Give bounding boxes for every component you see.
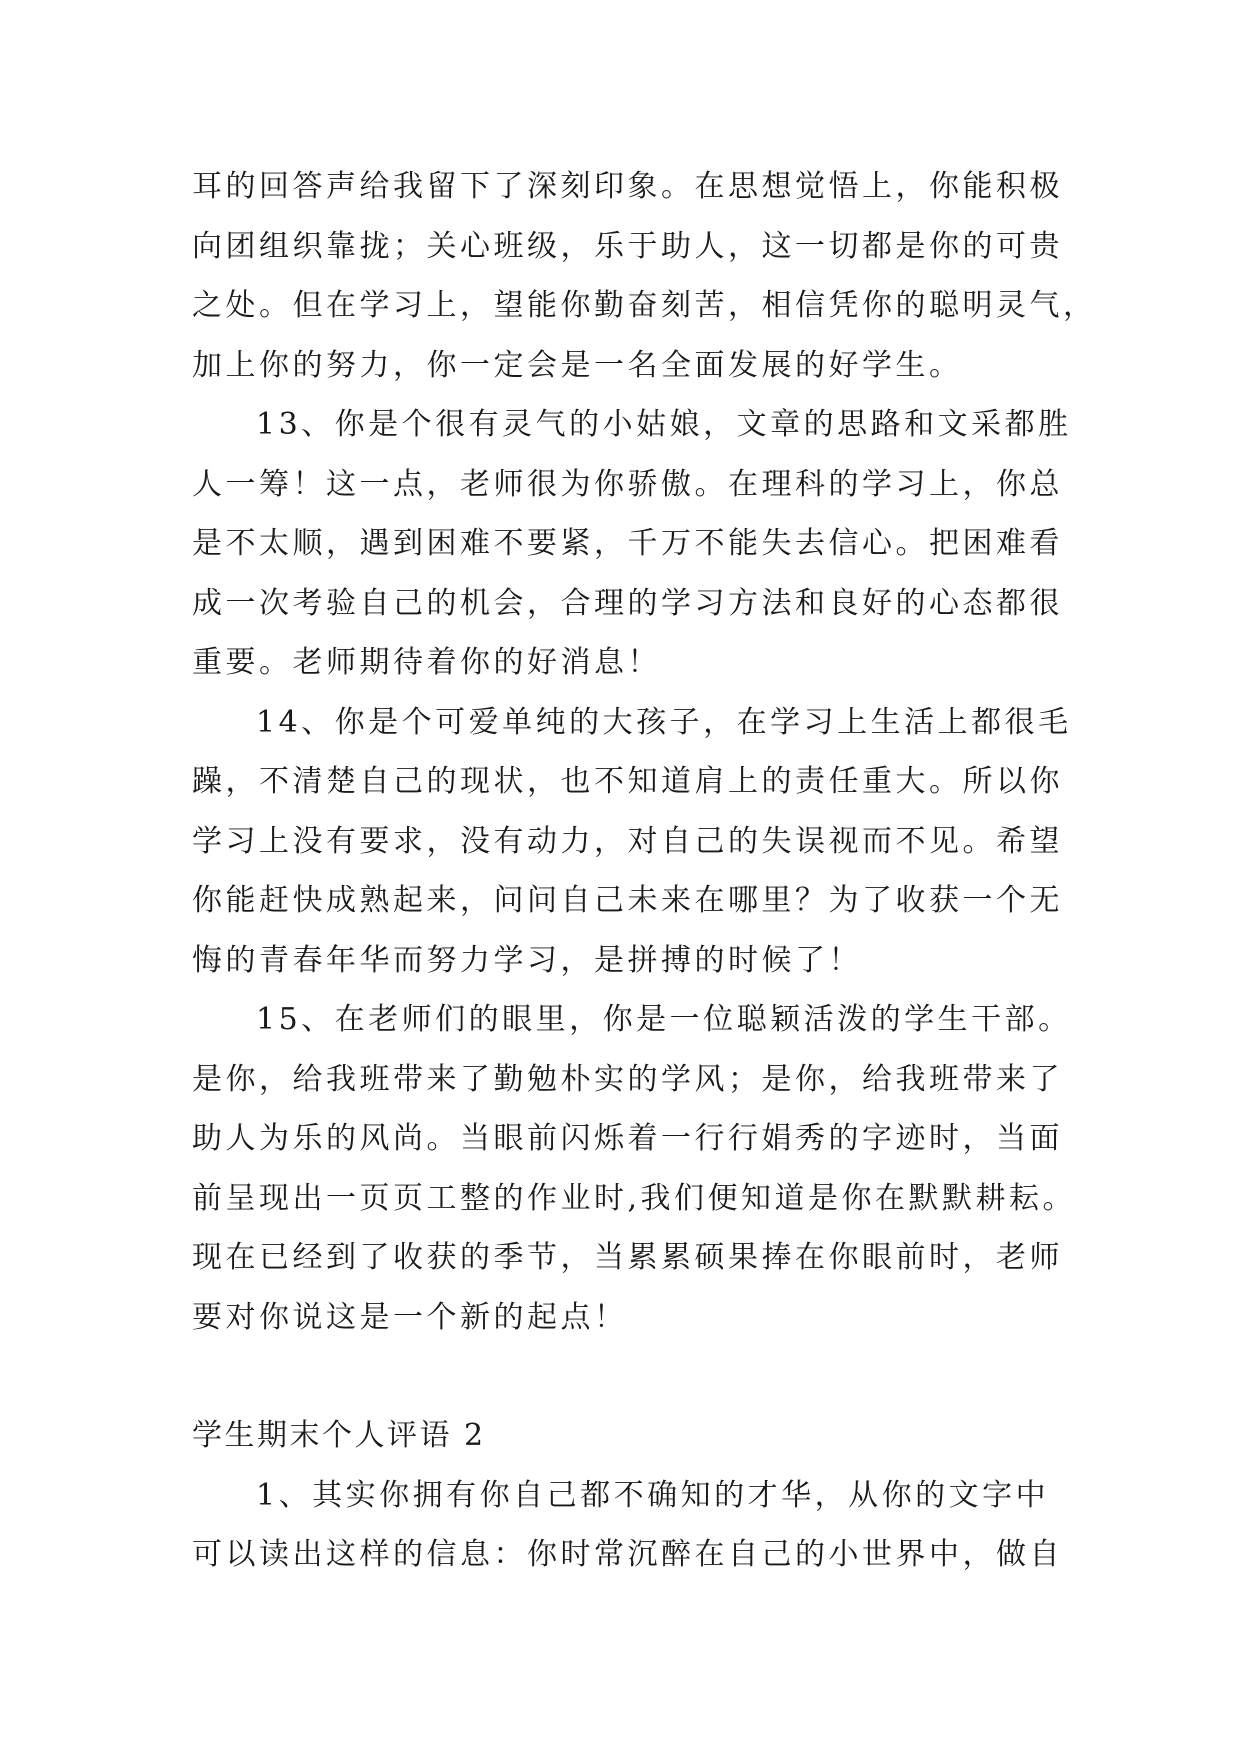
document-page	[192, 157, 1097, 1585]
text-line: 是你，给我班带来了勤勉朴实的学风；是你，给我班带来了	[192, 1061, 1063, 1097]
text-line: 学习上没有要求，没有动力，对自己的失误视而不见。希望	[192, 823, 1063, 859]
text-line: 你能赶快成熟起来，问问自己未来在哪里？为了收获一个无	[192, 883, 1063, 918]
paragraph-start-14: 14、你是个可爱单纯的大孩子，在学习上生活上都很毛	[256, 704, 1072, 740]
text-line: 耳的回答声给我留下了深刻印象。在思想觉悟上，你能积极	[192, 169, 1063, 204]
text-line: 是不太顺，遇到困难不要紧，千万不能失去信心。把困难看	[192, 526, 1063, 561]
text-line: 之处。但在学习上，望能你勤奋刻苦，相信凭你的聪明灵气，	[192, 288, 1097, 323]
text-line: 成一次考验自己的机会，合理的学习方法和良好的心态都很	[192, 585, 1063, 621]
paragraph-start-15: 15、在老师们的眼里，你是一位聪颖活泼的学生干部。	[256, 1002, 1072, 1037]
text-line: 悔的青春年华而努力学习，是拼搏的时候了！	[192, 942, 862, 978]
text-line: 躁，不清楚自己的现状，也不知道肩上的责任重大。所以你	[192, 764, 1063, 799]
text-line: 加上你的努力，你一定会是一名全面发展的好学生。	[192, 347, 963, 383]
section-heading: 学生期末个人评语 2	[192, 1418, 486, 1453]
text-line: 重要。老师期待着你的好消息！	[192, 645, 661, 680]
text-line: 人一筹！这一点，老师很为你骄傲。在理科的学习上，你总	[192, 466, 1063, 502]
text-line: 可以读出这样的信息：你时常沉醉在自己的小世界中，做自	[192, 1537, 1063, 1572]
text-line: 助人为乐的风尚。当眼前闪烁着一行行娟秀的字迹时，当面	[192, 1121, 1063, 1156]
text-line: 要对你说这是一个新的起点！	[192, 1299, 628, 1335]
paragraph-start-13: 13、你是个很有灵气的小姑娘，文章的思路和文采都胜	[256, 407, 1072, 442]
text-line: 前呈现出一页页工整的作业时,我们便知道是你在默默耕耘。	[192, 1180, 1077, 1216]
text-line: 向团组织靠拢；关心班级，乐于助人，这一切都是你的可贵	[192, 228, 1063, 264]
paragraph-start-1: 1、其实你拥有你自己都不确知的才华，从你的文字中	[256, 1477, 1050, 1513]
text-line: 现在已经到了收获的季节，当累累硕果捧在你眼前时，老师	[192, 1240, 1063, 1275]
